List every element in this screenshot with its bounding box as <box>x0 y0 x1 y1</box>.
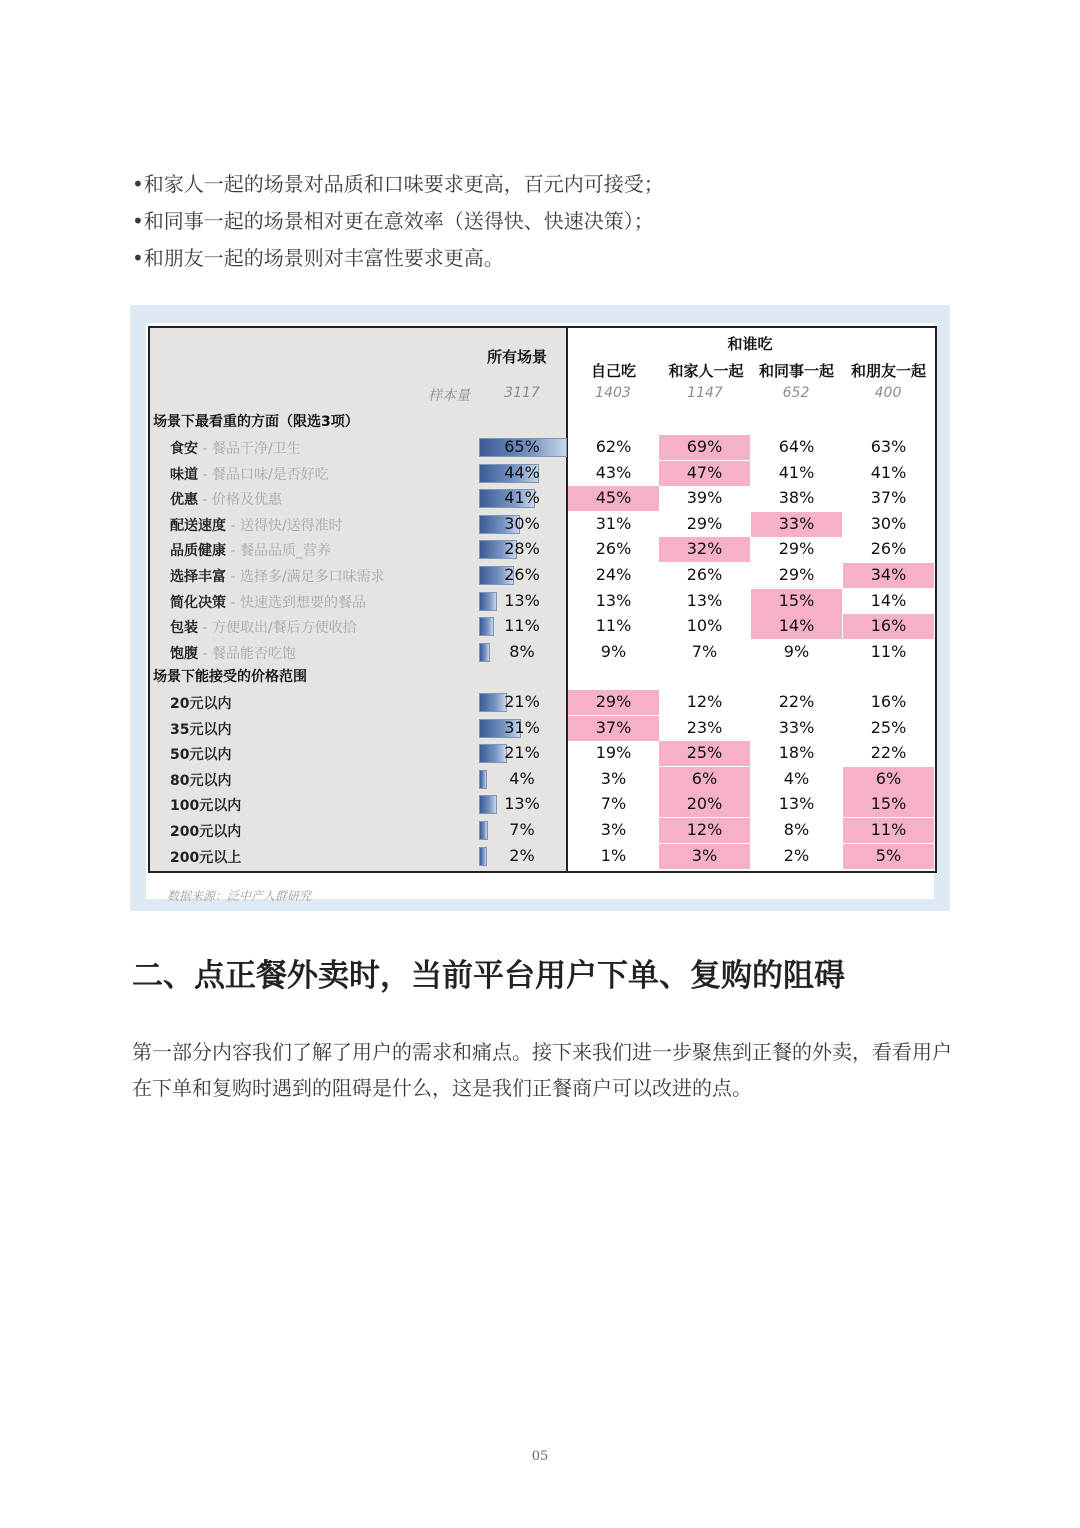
col-header-all: 所有场景 <box>487 348 548 366</box>
value-all: 4% <box>509 768 535 788</box>
value-cell: 16% <box>870 616 907 636</box>
row-label-name: 20元以内 <box>170 696 232 712</box>
col-header-family: 和家人一起 <box>668 362 744 380</box>
row-label-name: 35元以内 <box>170 721 232 738</box>
value-cell: 30% <box>870 513 907 533</box>
row-label-name: 80元以内 <box>170 772 232 789</box>
bullet-item: •和同事一起的场景相对更在意效率（送得快、快速决策）； <box>132 209 654 233</box>
page-number: 05 <box>531 1449 549 1464</box>
value-all: 28% <box>504 539 540 559</box>
table-row <box>150 767 935 792</box>
value-cell: 43% <box>595 462 632 482</box>
bullet-item: •和家人一起的场景对品质和口味要求更高，百元内可接受； <box>132 172 664 196</box>
row-label <box>170 719 231 739</box>
value-cell: 7% <box>600 794 627 814</box>
value-cell: 29% <box>778 565 815 584</box>
section-title-price: 场景下能接受的价格范围 <box>153 669 307 685</box>
value-cell: 25% <box>686 743 723 763</box>
table-row <box>150 537 935 562</box>
row-label <box>170 821 241 841</box>
value-cell: 12% <box>686 692 723 711</box>
row-label-name: 100元以内 <box>170 798 242 815</box>
value-cell: 20% <box>686 794 723 814</box>
value-cell: 6% <box>875 768 902 788</box>
value-cell: 39% <box>686 488 723 508</box>
table-row <box>150 512 935 537</box>
value-all: 7% <box>509 820 535 839</box>
table-row <box>150 844 935 869</box>
value-cell: 6% <box>691 768 718 788</box>
value-cell: 69% <box>686 437 723 456</box>
value-cell: 13% <box>686 590 723 610</box>
table-row <box>150 461 935 486</box>
row-label-name: 选择丰富 <box>170 569 226 585</box>
value-all: 21% <box>504 692 540 711</box>
value-cell: 9% <box>783 641 810 661</box>
value-cell: 24% <box>595 565 632 584</box>
row-label <box>170 693 231 713</box>
value-all: 41% <box>504 488 540 508</box>
value-cell: 11% <box>870 820 907 839</box>
value-cell: 2% <box>783 845 810 865</box>
bullet-list <box>132 166 664 277</box>
value-cell: 3% <box>600 768 627 788</box>
row-label <box>170 464 329 484</box>
row-label-desc: - 餐品干净/卫生 <box>198 441 301 457</box>
value-cell: 64% <box>778 437 815 456</box>
value-all: 21% <box>504 743 540 763</box>
value-cell: 45% <box>595 488 632 508</box>
value-cell: 5% <box>875 845 902 865</box>
data-bar <box>479 643 490 662</box>
value-cell: 22% <box>778 692 815 711</box>
sample-family: 1147 <box>687 385 723 401</box>
value-all: 11% <box>504 616 540 636</box>
body-paragraph: 第一部分内容我们了解了用户的需求和痛点。接下来我们进一步聚焦到正餐的外卖，看看用户在下单和复购时遇到的阻碍是什么，这是我们正餐商户可以改进的点。 <box>132 1040 952 1100</box>
value-all: 30% <box>504 513 540 533</box>
row-label-name: 食安 <box>170 441 198 457</box>
value-cell: 12% <box>686 820 723 839</box>
value-cell: 10% <box>686 616 723 636</box>
value-cell: 29% <box>595 692 632 711</box>
value-all: 8% <box>509 641 535 661</box>
table-row <box>150 690 935 715</box>
value-all: 31% <box>504 717 540 737</box>
group-header: 和谁吃 <box>727 335 773 353</box>
value-cell: 41% <box>778 462 815 482</box>
row-label <box>170 617 357 637</box>
row-label-name: 包装 <box>170 620 198 637</box>
row-label <box>170 770 231 790</box>
sample-label: 样本量 <box>428 388 470 404</box>
row-label <box>170 795 241 815</box>
table-row <box>150 435 935 460</box>
value-cell: 14% <box>870 590 907 610</box>
value-cell: 32% <box>686 539 723 559</box>
figure-canvas <box>146 323 934 903</box>
row-label-desc: - 餐品能否吃饱 <box>198 645 296 662</box>
table-row <box>150 563 935 588</box>
value-cell: 1% <box>600 845 627 865</box>
value-cell: 9% <box>600 641 627 661</box>
row-label-name: 简化决策 <box>170 594 226 611</box>
row-label-name: 优惠 <box>170 492 198 509</box>
data-source-note: 数据来源：泛中产人群研究 <box>167 889 312 903</box>
value-cell: 29% <box>686 513 723 533</box>
data-bar <box>479 821 488 840</box>
survey-table-figure <box>130 305 950 911</box>
value-cell: 15% <box>778 590 815 610</box>
value-cell: 34% <box>870 565 907 584</box>
value-cell: 11% <box>595 616 632 636</box>
value-all: 13% <box>504 794 540 814</box>
row-label-name: 配送速度 <box>170 517 226 534</box>
value-cell: 19% <box>595 743 632 763</box>
value-cell: 13% <box>595 590 632 610</box>
value-cell: 47% <box>686 462 723 482</box>
col-header-friend: 和朋友一起 <box>850 362 926 380</box>
row-label-name: 200元以上 <box>170 849 242 866</box>
row-label <box>170 438 301 458</box>
row-label-name: 饱腹 <box>170 645 198 662</box>
col-header-colleague: 和同事一起 <box>758 362 834 380</box>
value-cell: 13% <box>778 794 815 814</box>
bullet-item: •和朋友一起的场景则对丰富性要求更高。 <box>132 246 504 270</box>
sample-alone: 1403 <box>595 385 631 401</box>
table-row <box>150 716 935 741</box>
row-label-name: 品质健康 <box>170 543 226 560</box>
row-label-desc: - 送得快/送得准时 <box>226 517 343 534</box>
value-all: 26% <box>504 565 540 584</box>
row-label-desc: - 价格及优惠 <box>198 492 282 509</box>
row-label <box>170 643 296 663</box>
sample-friend: 400 <box>874 385 902 401</box>
value-cell: 4% <box>783 768 810 788</box>
data-bar <box>479 847 487 866</box>
value-all: 2% <box>509 845 535 865</box>
value-cell: 63% <box>870 437 907 456</box>
row-label-name: 50元以内 <box>170 747 232 764</box>
value-cell: 23% <box>686 717 723 737</box>
value-cell: 18% <box>778 743 815 763</box>
value-cell: 62% <box>595 437 632 456</box>
data-bar <box>479 770 487 789</box>
table-row <box>150 741 935 766</box>
table-row <box>150 818 935 843</box>
row-label <box>170 592 366 612</box>
value-cell: 37% <box>595 717 632 737</box>
value-cell: 33% <box>778 717 815 737</box>
table-row <box>150 640 935 665</box>
row-label <box>170 515 343 535</box>
row-label <box>170 540 331 560</box>
value-cell: 31% <box>595 513 632 533</box>
value-cell: 37% <box>870 488 907 508</box>
table-row <box>150 589 935 614</box>
row-label-desc: - 选择多/满足多口味需求 <box>226 569 385 585</box>
value-cell: 38% <box>778 488 815 508</box>
table-row <box>150 614 935 639</box>
value-cell: 7% <box>691 641 718 661</box>
row-label <box>170 566 385 586</box>
value-cell: 29% <box>778 539 815 559</box>
value-all: 13% <box>504 590 540 610</box>
sample-all: 3117 <box>504 385 540 401</box>
value-cell: 15% <box>870 794 907 814</box>
value-cell: 16% <box>870 692 907 711</box>
section-heading: 二、点正餐外卖时，当前平台用户下单、复购的阻碍 <box>132 958 845 994</box>
value-cell: 3% <box>600 820 627 839</box>
row-label-desc: - 餐品品质_营养 <box>226 543 331 560</box>
value-cell: 26% <box>870 539 907 559</box>
value-all: 44% <box>504 462 540 482</box>
row-label-desc: - 快速选到想要的餐品 <box>226 594 366 611</box>
value-cell: 3% <box>691 845 718 865</box>
value-cell: 41% <box>870 462 907 482</box>
table-row <box>150 486 935 511</box>
row-label <box>170 489 282 509</box>
table-row <box>150 792 935 817</box>
row-label <box>170 744 231 764</box>
value-cell: 26% <box>686 565 723 584</box>
row-label-desc: - 方便取出/餐后方便收拾 <box>198 620 357 637</box>
value-all: 65% <box>504 437 540 456</box>
value-cell: 26% <box>595 539 632 559</box>
value-cell: 25% <box>870 717 907 737</box>
section-title-importance: 场景下最看重的方面（限选3项） <box>153 414 359 430</box>
row-label-name: 味道 <box>170 466 198 483</box>
value-cell: 11% <box>870 641 907 661</box>
value-cell: 14% <box>778 616 815 636</box>
value-cell: 22% <box>870 743 907 763</box>
col-header-alone: 自己吃 <box>590 362 636 380</box>
row-label-name: 200元以内 <box>170 824 242 840</box>
sample-colleague: 652 <box>782 385 810 401</box>
row-label-desc: - 餐品口味/是否好吃 <box>198 466 329 483</box>
row-label <box>170 847 241 867</box>
value-cell: 8% <box>783 820 810 839</box>
survey-table <box>148 326 937 873</box>
value-cell: 33% <box>778 513 815 533</box>
